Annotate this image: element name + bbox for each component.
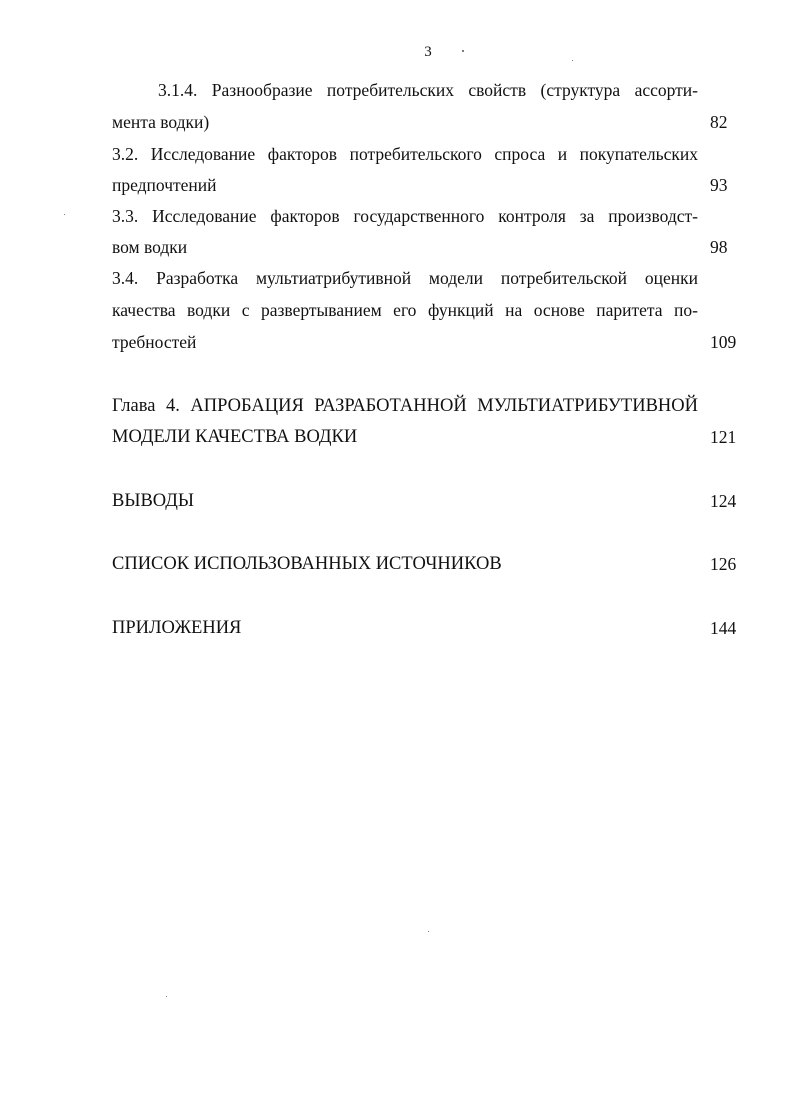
toc-page-number: 121 <box>710 427 737 447</box>
toc-page-number: 144 <box>710 618 737 638</box>
scan-speck <box>572 60 573 61</box>
toc-entry-text-line: 3.4. Разработка мультиатрибутивной модели потребительской оценки <box>112 268 698 288</box>
scan-speck <box>166 996 167 997</box>
toc-page-number: 126 <box>710 554 737 574</box>
toc-entry-text-line: 3.2. Исследование факторов потребительского спроса и покупательских <box>112 144 698 164</box>
toc-entry-text-line: 3.1.4. Разнообразие потребительских свойств (структура ассорти- <box>158 80 698 100</box>
toc-chapter-title-line: МОДЕЛИ КАЧЕСТВА ВОДКИ <box>112 427 358 447</box>
toc-entry-text-line: предпочтений <box>112 175 217 195</box>
toc-entry-text-line: качества водки с развертыванием его функций на основе паритета по- <box>112 300 698 320</box>
toc-entry-text-line: мента водки) <box>112 112 210 132</box>
toc-page-number: 124 <box>710 491 737 511</box>
toc-entry-text-line: вом водки <box>112 237 188 257</box>
toc-page-number: 93 <box>710 175 728 195</box>
toc-page-number: 109 <box>710 332 737 352</box>
scan-speck <box>462 50 464 52</box>
toc-section-title: ВЫВОДЫ <box>112 491 195 511</box>
toc-section-title: СПИСОК ИСПОЛЬЗОВАННЫХ ИСТОЧНИКОВ <box>112 554 502 574</box>
page-number: 3 <box>424 44 432 60</box>
toc-chapter-title-line: Глава 4. АПРОБАЦИЯ РАЗРАБОТАННОЙ МУЛЬТИАТРИБУТИВНОЙ <box>112 396 698 416</box>
toc-section-title: ПРИЛОЖЕНИЯ <box>112 618 242 638</box>
toc-entry-text-line: 3.3. Исследование факторов государственного контроля за производст- <box>112 206 698 226</box>
scan-speck <box>64 214 65 215</box>
toc-entry-text-line: требностей <box>112 332 197 352</box>
toc-page-number: 82 <box>710 112 728 132</box>
toc-page-number: 98 <box>710 237 728 257</box>
scan-speck <box>428 931 429 932</box>
